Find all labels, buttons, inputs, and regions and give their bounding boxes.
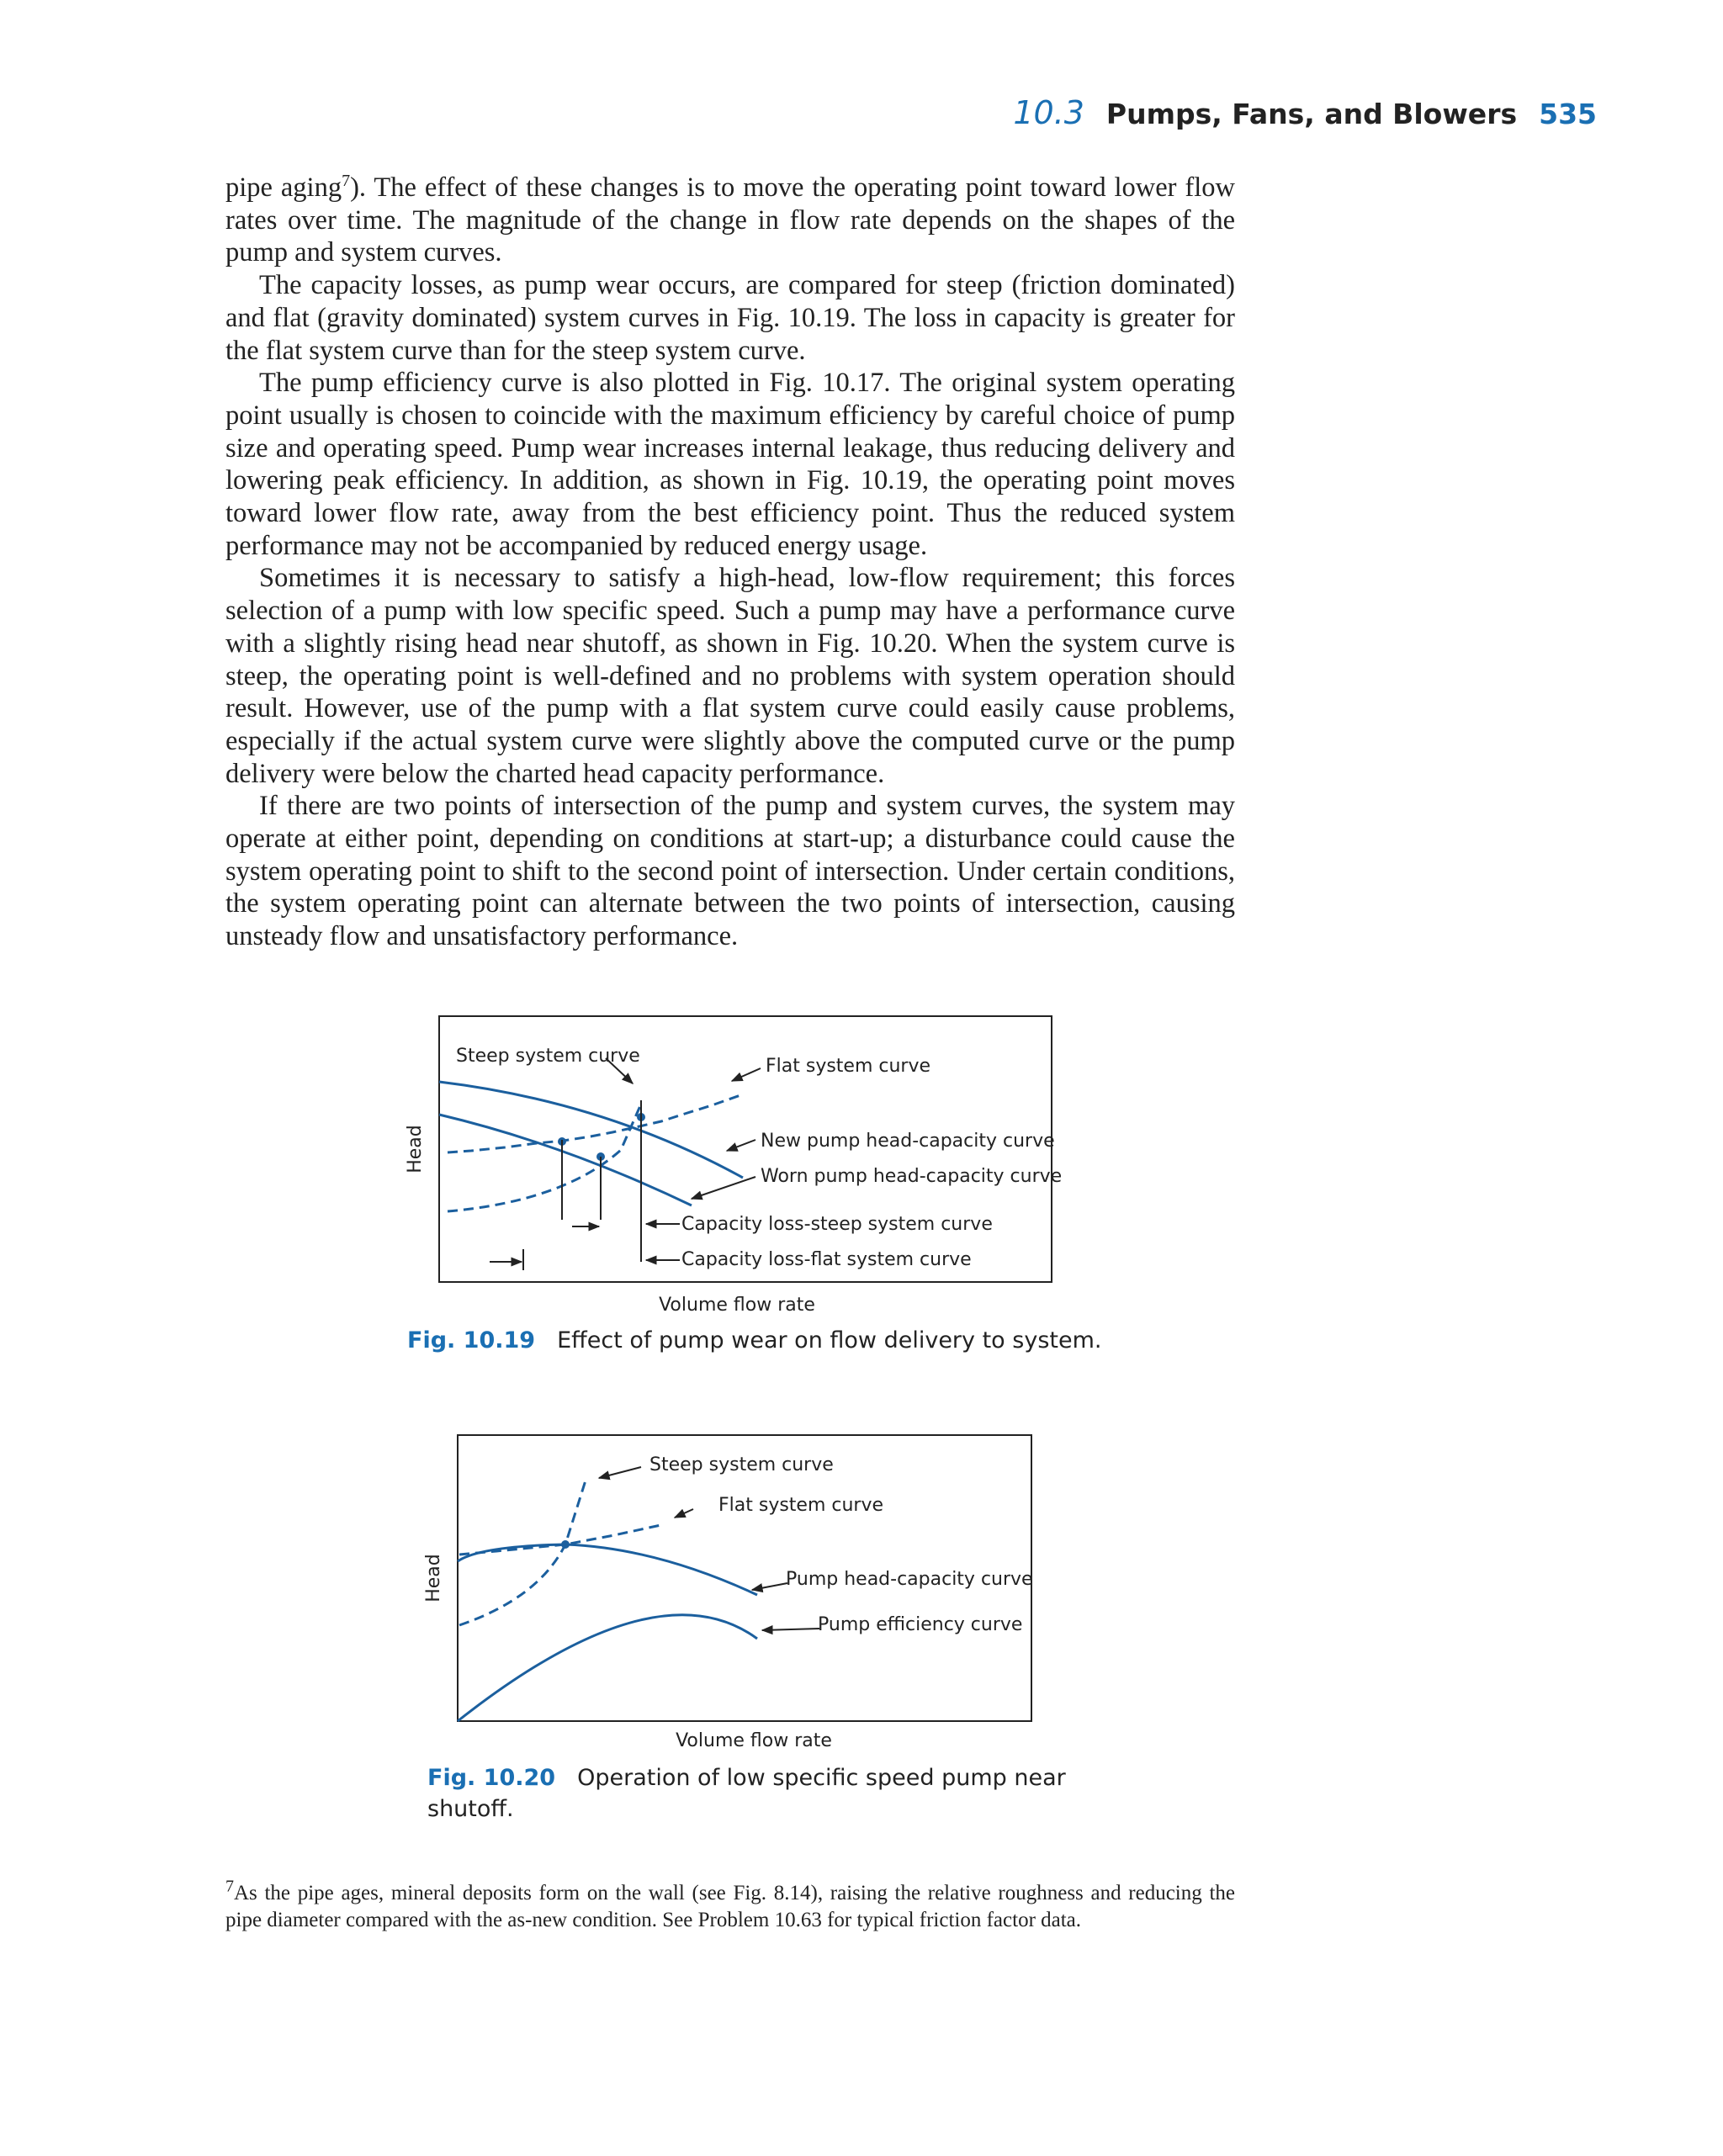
figure-number: Fig. 10.20 <box>427 1765 556 1791</box>
y-axis-label: Head <box>405 1125 426 1173</box>
footnote <box>225 1877 1235 1934</box>
label-pump-efficiency: Pump efficiency curve <box>818 1614 1023 1635</box>
x-axis-label: Volume flow rate <box>659 1295 815 1316</box>
footnote-text: As the pipe ages, mineral deposits form on the wall (see Fig. 8.14), raising the relative roughness and reducing the pipe diameter compared with the as-new condition. See Problem 10.63 for typical friction factor data. <box>225 1882 1235 1931</box>
caption-10-20 <box>427 1762 1067 1825</box>
label-steep-system: Steep system curve <box>649 1454 834 1475</box>
worn-pump-curve <box>439 1115 692 1205</box>
label-worn-pump: Worn pump head-capacity curve <box>761 1166 1063 1187</box>
running-header <box>1013 94 1597 131</box>
paragraph-1 <box>225 172 1235 269</box>
leader-worn <box>692 1177 755 1199</box>
paragraph-4: Sometimes it is necessary to satisfy a high-head, low-flow requirement; this forces selection of a pump with low specific speed. Such a pump may have a performance curve with a slightly rising head near shutoff, as shown in Fig. 10.20. When the system curve is steep, the operating point is well-defined and no problems with system operation should result. However, use of the pump with a flat system curve could easily cause problems, especially if the actual system curve were slightly above the computed curve or the pump delivery were below the charted head capacity performance. <box>225 563 1235 789</box>
label-capacity-loss-steep: Capacity loss-steep system curve <box>681 1214 993 1235</box>
caption-text: Operation of low specific speed pump near shutoff. <box>427 1765 1066 1822</box>
paragraph-2: The capacity losses, as pump wear occurs, are compared for steep (friction dominated) and flat (gravity dominated) system curves in Fig. 10.19. The loss in capacity is greater for the flat system curve than for the steep system curve. <box>225 270 1235 366</box>
flat-system-curve <box>448 1095 740 1152</box>
figure-10-19 <box>395 1009 1068 1325</box>
leader-flat <box>732 1068 761 1081</box>
label-flat-system: Flat system curve <box>718 1495 884 1516</box>
caption-10-19 <box>407 1325 1101 1356</box>
footnote-number: 7 <box>225 1877 234 1896</box>
label-flat-system: Flat system curve <box>766 1056 931 1077</box>
leader-flat <box>675 1509 693 1518</box>
section-title: Pumps, Fans, and Blowers <box>1105 98 1518 130</box>
leader-new <box>727 1140 755 1151</box>
paragraph-3: The pump efficiency curve is also plotted in Fig. 10.17. The original system operating point usually is chosen to coincide with the maximum efficiency by careful choice of pump size and operating speed. Pump wear increases internal leakage, thus reducing delivery and lowering peak efficiency. In addition, as shown in Fig. 10.19, the operating point moves toward lower flow rate, away from the best efficiency point. Thus the reduced system performance may not be accompanied by reduced energy usage. <box>225 368 1235 561</box>
new-pump-curve <box>439 1082 743 1178</box>
caption-text: Effect of pump wear on flow delivery to system. <box>557 1327 1102 1353</box>
label-steep-system: Steep system curve <box>456 1046 640 1067</box>
p1-rest: ). The effect of these changes is to move the operating point toward lower flow rates over time. The magnitude of the change in flow rate depends on the shapes of the pump and system curves. <box>225 172 1235 268</box>
pump-head-capacity-curve <box>458 1544 757 1595</box>
paragraph-5: If there are two points of intersection of the pump and system curves, the system may operate at either point, depending on conditions at start-up; a disturbance could cause the system operating point to shift to the second point of intersection. Under certain conditions, the system operating point can alternate between the two points of intersection, causing unsteady flow and unsatisfactory performance. <box>225 791 1235 952</box>
label-pump-head-capacity: Pump head-capacity curve <box>786 1569 1033 1590</box>
section-number: 10.3 <box>1013 94 1084 131</box>
leader-steep <box>599 1467 641 1478</box>
body-text <box>225 172 1235 953</box>
pump-efficiency-curve <box>458 1615 757 1721</box>
steep-system-curve <box>448 1102 642 1211</box>
y-axis-label: Head <box>423 1554 444 1602</box>
figure-10-20-diagram <box>412 1430 1068 1750</box>
page-number: 535 <box>1539 98 1597 130</box>
label-new-pump: New pump head-capacity curve <box>761 1131 1055 1152</box>
figure-10-19-diagram <box>395 1009 1068 1321</box>
leader-pump <box>752 1583 787 1590</box>
leader-efficiency <box>762 1629 819 1630</box>
x-axis-label: Volume flow rate <box>676 1730 832 1750</box>
figure-10-20 <box>412 1430 1068 1754</box>
operating-point <box>561 1540 570 1549</box>
footnote-ref[interactable]: 7 <box>342 172 351 191</box>
p1-start: pipe aging <box>225 172 342 203</box>
label-capacity-loss-flat: Capacity loss-flat system curve <box>681 1249 972 1270</box>
figure-number: Fig. 10.19 <box>407 1327 536 1353</box>
